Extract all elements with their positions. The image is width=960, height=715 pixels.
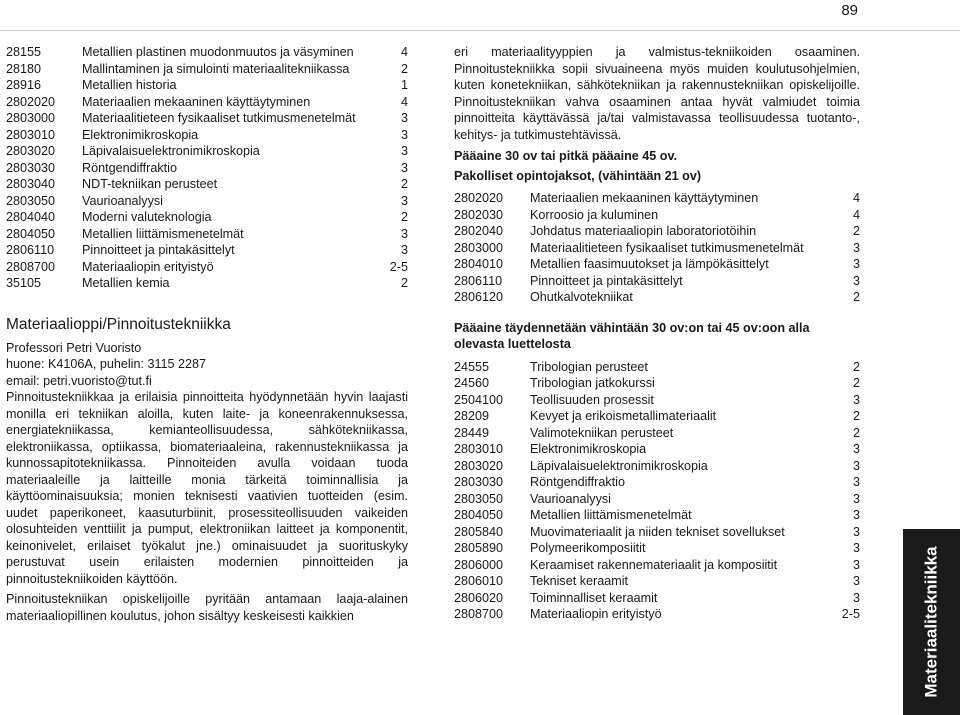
course-code: 2804050 — [454, 508, 504, 522]
course-row — [454, 557, 860, 574]
course-name: Mallintaminen ja simulointi materiaalitekniikassa — [82, 61, 350, 76]
course-code: 2803050 — [454, 491, 504, 506]
course-row — [454, 223, 860, 240]
course-code: 2805840 — [454, 524, 504, 539]
course-credits: 3 — [852, 458, 860, 473]
course-name: Keraamiset rakennemateriaalit ja komposiitit — [530, 557, 778, 572]
course-credits: 3 — [852, 491, 860, 506]
course-code: 28916 — [6, 78, 42, 92]
course-row — [454, 240, 860, 257]
header-rule — [0, 30, 960, 31]
course-credits: 2 — [400, 177, 408, 191]
course-row — [454, 474, 860, 491]
course-code: 2803010 — [454, 442, 504, 456]
course-name: Valimotekniikan perusteet — [530, 425, 674, 440]
course-credits: 3 — [852, 475, 860, 489]
course-name: Tekniset keraamit — [530, 574, 628, 588]
course-code: 2803020 — [6, 144, 56, 158]
course-name: Korroosio ja kuluminen — [530, 207, 659, 222]
course-row — [454, 375, 860, 392]
course-code: 2803030 — [454, 475, 504, 489]
course-row — [6, 242, 408, 259]
supplementary-heading: Pääaine täydennetään vähintään 30 ov:on tai 45 ov:oon alla olevasta luettelosta — [454, 320, 810, 351]
side-tab-label: Materiaalitekniikka — [921, 546, 941, 698]
course-row — [6, 226, 408, 243]
course-name: Läpivalaisuelektronimikroskopia — [82, 144, 260, 158]
course-row — [6, 44, 408, 61]
left-column — [6, 44, 408, 624]
course-credits: 4 — [852, 191, 860, 205]
course-row — [6, 127, 408, 144]
section-heading: Materiaalioppi/Pinnoitustekniikka — [6, 315, 231, 333]
course-row — [454, 289, 860, 306]
course-row — [454, 606, 860, 623]
course-code: 2806120 — [454, 290, 504, 304]
mandatory-heading: Pakolliset opintojaksot, (vähintään 21 ov) — [454, 168, 702, 183]
course-code: 2804050 — [6, 226, 56, 241]
course-name: Materiaalitieteen fysikaaliset tutkimusmenetelmät — [530, 240, 804, 255]
course-table-supplementary — [454, 359, 860, 623]
course-list — [454, 359, 860, 623]
course-credits: 2 — [852, 359, 860, 374]
course-row — [454, 359, 860, 376]
course-name: Röntgendiffraktio — [82, 160, 177, 175]
course-row — [454, 540, 860, 557]
course-name: Polymeerikomposiitit — [530, 541, 646, 555]
course-code: 2803000 — [454, 240, 504, 255]
course-row — [6, 193, 408, 210]
course-code: 28449 — [454, 425, 490, 440]
course-name: Johdatus materiaaliopin laboratoriotöihin — [530, 224, 757, 238]
course-credits: 2 — [400, 276, 408, 290]
course-code: 2803030 — [6, 160, 56, 175]
course-row — [6, 209, 408, 226]
course-code: 2808700 — [454, 607, 504, 621]
course-credits: 4 — [852, 207, 860, 222]
course-row — [454, 491, 860, 508]
course-code: 24555 — [454, 359, 490, 374]
course-credits: 3 — [400, 193, 408, 208]
course-name: Pinnoitteet ja pintakäsittelyt — [530, 273, 683, 288]
side-tab — [903, 529, 960, 715]
course-row — [6, 259, 408, 276]
course-code: 28180 — [6, 61, 42, 76]
course-code: 35105 — [6, 276, 42, 290]
course-name: Muovimateriaalit ja niiden tekniset sovellukset — [530, 524, 785, 539]
course-row — [6, 275, 408, 292]
course-credits: 1 — [400, 78, 408, 92]
course-credits: 2-5 — [841, 607, 860, 621]
course-name: Materiaalien mekaaninen käyttäytyminen — [530, 191, 759, 205]
course-name: NDT-tekniikan perusteet — [82, 177, 218, 191]
course-name: Ohutkalvotekniikat — [530, 290, 633, 304]
course-code: 2806000 — [454, 557, 504, 572]
course-row — [454, 273, 860, 290]
course-name: Materiaaliopin erityistyö — [530, 607, 662, 621]
course-name: Metallien historia — [82, 78, 177, 92]
course-credits: 3 — [852, 442, 860, 456]
course-code: 2806110 — [454, 273, 503, 288]
email: email: petri.vuoristo@tut.fi — [6, 373, 152, 388]
course-credits: 3 — [400, 144, 408, 158]
course-code: 2806110 — [6, 243, 55, 257]
course-code: 2803020 — [454, 458, 504, 473]
course-name: Pinnoitteet ja pintakäsittelyt — [82, 243, 235, 257]
course-name: Elektronimikroskopia — [82, 127, 199, 142]
course-name: Röntgendiffraktio — [530, 475, 625, 489]
course-list — [6, 44, 408, 292]
course-name: Metallien plastinen muodonmuutos ja väsyminen — [82, 45, 354, 59]
course-row — [454, 590, 860, 607]
course-name: Elektronimikroskopia — [530, 442, 647, 456]
course-credits: 2 — [852, 425, 860, 440]
course-credits: 2 — [852, 409, 860, 423]
course-credits: 3 — [852, 273, 860, 288]
course-credits: 2 — [852, 224, 860, 238]
course-code: 28209 — [454, 409, 490, 423]
room-phone: huone: K4106A, puhelin: 3115 2287 — [6, 357, 207, 371]
course-row — [6, 77, 408, 94]
course-code: 2806010 — [454, 574, 504, 588]
course-credits: 3 — [852, 392, 860, 407]
right-column — [454, 44, 860, 623]
course-credits: 3 — [852, 590, 860, 605]
professor-name: Professori Petri Vuoristo — [6, 340, 142, 355]
course-credits: 3 — [852, 508, 860, 522]
course-credits: 2-5 — [389, 259, 408, 274]
course-row — [454, 507, 860, 524]
course-credits: 2 — [400, 61, 408, 76]
course-code: 2808700 — [6, 259, 56, 274]
main-subject-heading: Pääaine 30 ov tai pitkä pääaine 45 ov. — [454, 149, 678, 163]
section-paragraph-2: Pinnoitustekniikan opiskelijoille pyritään antamaan laaja-alainen materiaaliopillinen koulutus, johon sisältyy keskeisesti kaikkien — [6, 592, 408, 623]
course-code: 24560 — [454, 376, 490, 390]
course-name: Metallien liittämismenetelmät — [530, 508, 692, 522]
course-name: Läpivalaisuelektronimikroskopia — [530, 458, 708, 473]
course-credits: 3 — [852, 557, 860, 572]
course-name: Tribologian jatkokurssi — [530, 376, 655, 390]
course-list — [454, 190, 860, 306]
course-name: Tribologian perusteet — [530, 359, 648, 374]
page-number: 89 — [841, 2, 858, 19]
course-code: 28155 — [6, 45, 42, 59]
course-code: 2802020 — [6, 94, 56, 109]
course-name: Kevyet ja erikoismetallimateriaalit — [530, 409, 717, 423]
course-code: 2504100 — [454, 392, 504, 407]
course-code: 2802040 — [454, 224, 504, 238]
course-credits: 3 — [400, 111, 408, 125]
course-row — [6, 143, 408, 160]
course-code: 2804010 — [454, 257, 504, 271]
contact-info — [6, 340, 408, 390]
course-code: 2802030 — [454, 207, 504, 222]
course-credits: 2 — [852, 376, 860, 390]
course-code: 2805890 — [454, 541, 504, 555]
course-name: Metallien faasimuutokset ja lämpökäsittelyt — [530, 257, 769, 271]
course-name: Metallien kemia — [82, 276, 170, 290]
course-name: Vaurioanalyysi — [82, 193, 163, 208]
course-credits: 2 — [400, 210, 408, 224]
course-name: Materiaalien mekaaninen käyttäytyminen — [82, 94, 311, 109]
course-credits: 3 — [400, 160, 408, 175]
course-row — [6, 94, 408, 111]
course-code: 2802020 — [454, 191, 504, 205]
course-name: Metallien liittämismenetelmät — [82, 226, 244, 241]
course-credits: 4 — [400, 45, 408, 59]
course-row — [6, 110, 408, 127]
course-code: 2806020 — [454, 590, 504, 605]
course-code: 2803040 — [6, 177, 56, 191]
course-code: 2803000 — [6, 111, 56, 125]
course-name: Materiaalitieteen fysikaaliset tutkimusmenetelmät — [82, 111, 356, 125]
course-row — [454, 458, 860, 475]
course-row — [6, 160, 408, 177]
course-row — [454, 256, 860, 273]
course-credits: 3 — [852, 524, 860, 539]
course-row — [454, 524, 860, 541]
course-credits: 3 — [400, 226, 408, 241]
course-table-mandatory — [454, 190, 860, 306]
course-credits: 3 — [400, 127, 408, 142]
course-row — [454, 425, 860, 442]
course-name: Materiaaliopin erityistyö — [82, 259, 214, 274]
course-row — [454, 190, 860, 207]
course-code: 2803010 — [6, 127, 56, 142]
course-row — [454, 408, 860, 425]
course-row — [454, 441, 860, 458]
course-row — [454, 392, 860, 409]
course-credits: 3 — [852, 257, 860, 271]
course-name: Vaurioanalyysi — [530, 491, 611, 506]
course-credits: 3 — [852, 574, 860, 588]
course-row — [454, 207, 860, 224]
course-row — [454, 573, 860, 590]
section-paragraph-2-continued: eri materiaalityyppien ja valmistus-tekniikoiden osaaminen. Pinnoitustekniikka sopii sivuaineena myös muiden koulutusohjelmien, kuten konetekniikan, sähkötekniikan ja rakennustekniikan opiskelijoille. Pinnoitustekniikan vahva osaaminen antaa hyvät valmiudet toimia pinnoitteita käyttävässä ja/tai valmistavassa teollisuudessa tuotanto-, kehitys- ja tutkimustehtävissä. — [454, 45, 860, 142]
course-row — [6, 176, 408, 193]
course-code: 2803050 — [6, 193, 56, 208]
course-credits: 4 — [400, 94, 408, 109]
course-credits: 3 — [852, 240, 860, 255]
course-name: Teollisuuden prosessit — [530, 392, 654, 407]
course-table-left — [6, 44, 408, 292]
course-row — [6, 61, 408, 78]
section-paragraph-1: Pinnoitustekniikkaa ja erilaisia pinnoitteita hyödynnetään hyvin laajasti monilla eri tekniikan aloilla, kuten laite- ja koneenrakennuksessa, energiatekniikassa, kemianteollisuudessa, sähkötekniikassa, elektroniikassa, optiikassa, biomateriaaleina, rakennustekniikassa ja kunnossapitotekniikassa. Pinnoiteiden avulla voidaan tuoda materiaaleille ja laitteille monia tärkeitä toiminnallisia ja käyttöominaisuuksia; monien teknisesti vaativien tuotteiden (esim. uudet paperikoneet, kaasuturbiinit, prosessiteollisuuden vaikeiden olosuhteiden venttiilit ja pumput, elektroniikan laitteet ja komponentit, keinonivelet, erilaiset työkalut jne.) ominaisuudet ja suorituskyky perustuvat usein erilaisten modernien pinnoitteiden ja pinnoitustekniikoiden käyttöön. — [6, 390, 408, 586]
course-name: Moderni valuteknologia — [82, 210, 212, 224]
course-credits: 3 — [852, 541, 860, 555]
course-credits: 3 — [400, 243, 408, 257]
course-code: 2804040 — [6, 210, 56, 224]
course-credits: 2 — [852, 290, 860, 304]
course-name: Toiminnalliset keraamit — [530, 590, 658, 605]
